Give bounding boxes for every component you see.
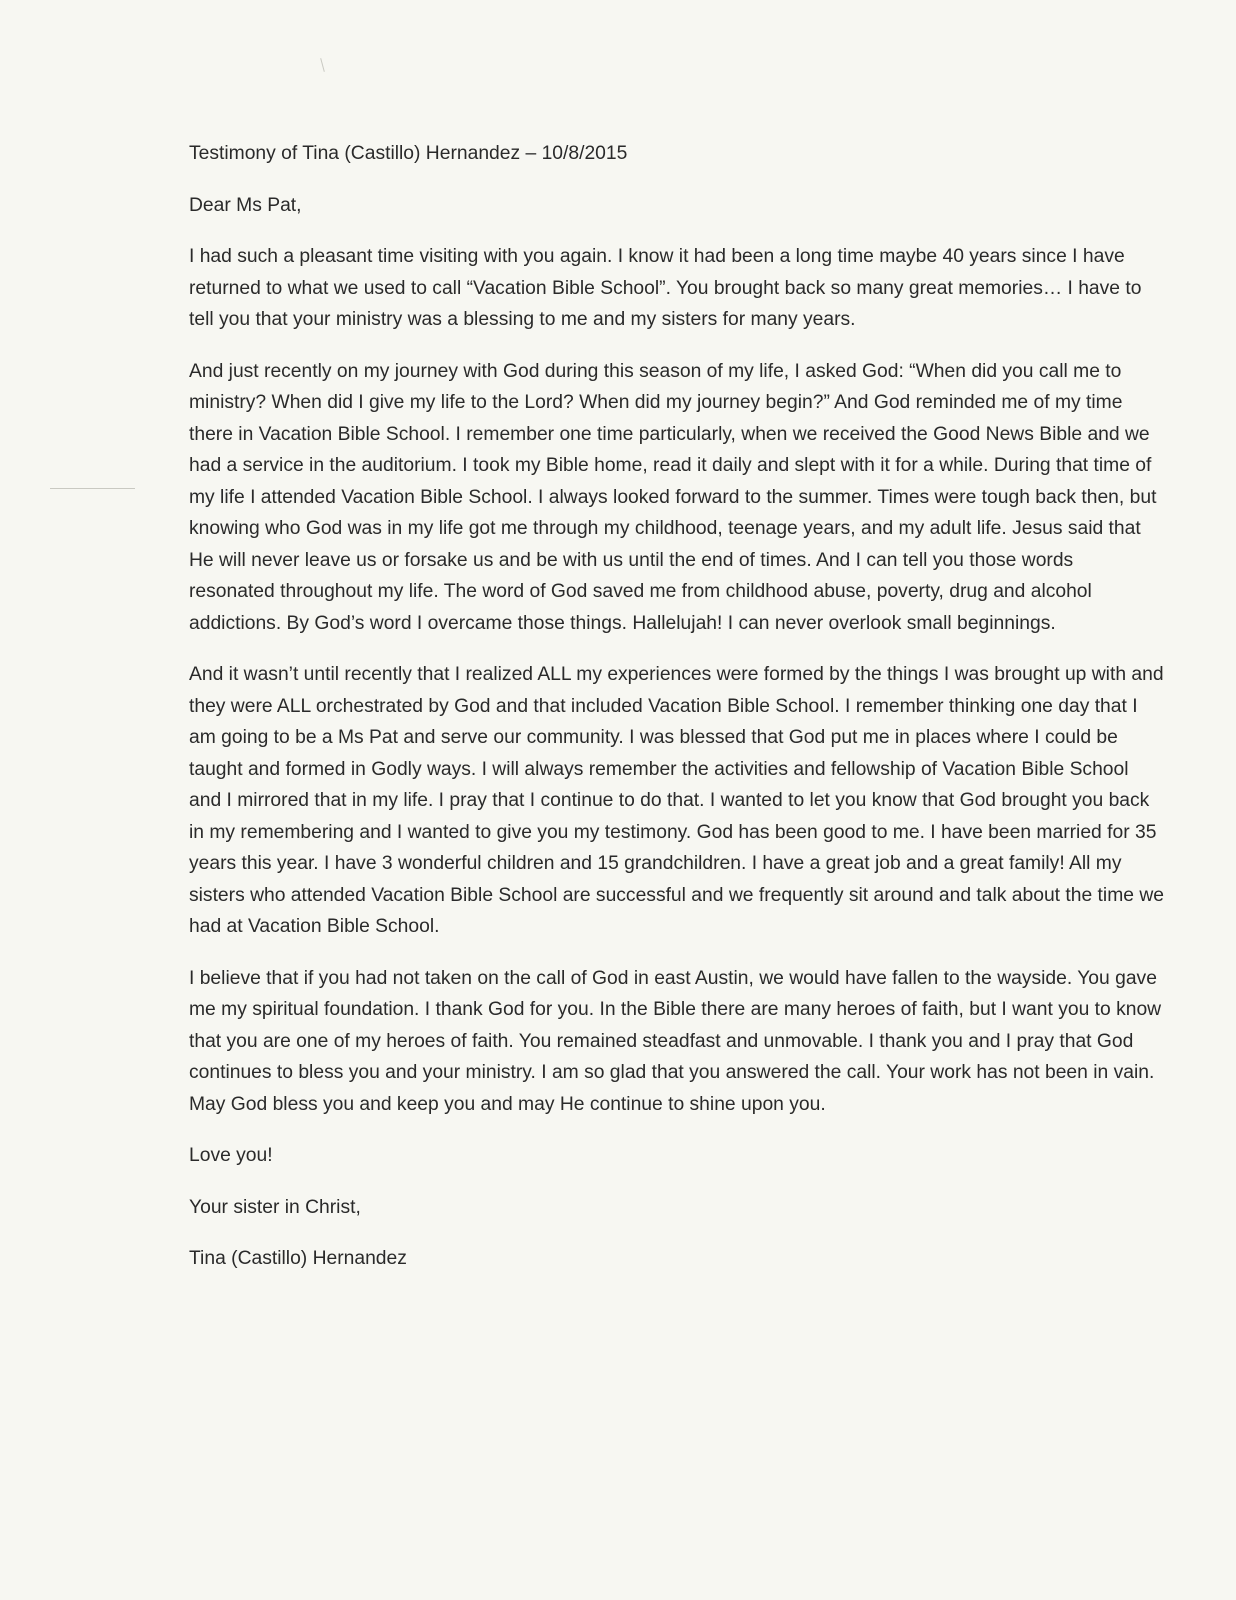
paragraph-2: And just recently on my journey with God during this season of my life, I asked God: “When did you call me to ministry? When did I give my life to the Lord? When did my journey begin?” And God reminded me of my time there in Vacation Bible School. I remember one time particularly, when we received the Good News Bible and we had a service in the auditorium. I took my Bible home, read it daily and slept with it for a while. During that time of my life I attended Vacation Bible School. I always looked forward to the summer. Times were tough back then, but knowing who God was in my life got me through my childhood, teenage years, and my adult life. Jesus said that He will never leave us or forsake us and be with us until the end of times. And I can tell you those words resonated throughout my life. The word of God saved me from childhood abuse, poverty, drug and alcohol addictions. By God’s word I overcame those things. Hallelujah! I can never overlook small beginnings.: [189, 360, 1157, 634]
closing-sister: Your sister in Christ,: [189, 1196, 361, 1218]
letter-heading: Testimony of Tina (Castillo) Hernandez – 10/8/2015: [189, 143, 628, 164]
closing-love: Love you!: [189, 1145, 273, 1166]
letter-salutation: Dear Ms Pat,: [189, 194, 302, 216]
letter-body: [189, 138, 1164, 1295]
signature-name: Tina (Castillo) Hernandez: [189, 1248, 407, 1269]
paragraph-1: I had such a pleasant time visiting with you again. I know it had been a long time maybe 40 years since I have returned to what we used to call “Vacation Bible School”. You brought back so many great memories… I have to tell you that your ministry was a blessing to me and my sisters for many years.: [189, 246, 1142, 330]
paragraph-3: And it wasn’t until recently that I realized ALL my experiences were formed by the things I was brought up with and they were ALL orchestrated by God and that included Vacation Bible School. I remember thinking one day that I am going to be a Ms Pat and serve our community. I was blessed that God put me in places where I could be taught and formed in Godly ways. I will always remember the activities and fellowship of Vacation Bible School and I mirrored that in my life. I pray that I continue to do that. I wanted to let you know that God brought you back in my remembering and I wanted to give you my testimony. God has been good to me. I have been married for 35 years this year. I have 3 wonderful children and 15 grandchildren. I have a great job and a great family! All my sisters who attended Vacation Bible School are successful and we frequently sit around and talk about the time we had at Vacation Bible School.: [189, 664, 1164, 937]
scan-artifact-line: [50, 488, 135, 489]
scan-artifact-tick: [320, 58, 325, 72]
paragraph-4: I believe that if you had not taken on the call of God in east Austin, we would have fallen to the wayside. You gave me my spiritual foundation. I thank God for you. In the Bible there are many heroes of faith, but I want you to know that you are one of my heroes of faith. You remained steadfast and unmovable. I thank you and I pray that God continues to bless you and your ministry. I am so glad that you answered the call. Your work has not been in vain. May God bless you and keep you and may He continue to shine upon you.: [189, 967, 1162, 1115]
